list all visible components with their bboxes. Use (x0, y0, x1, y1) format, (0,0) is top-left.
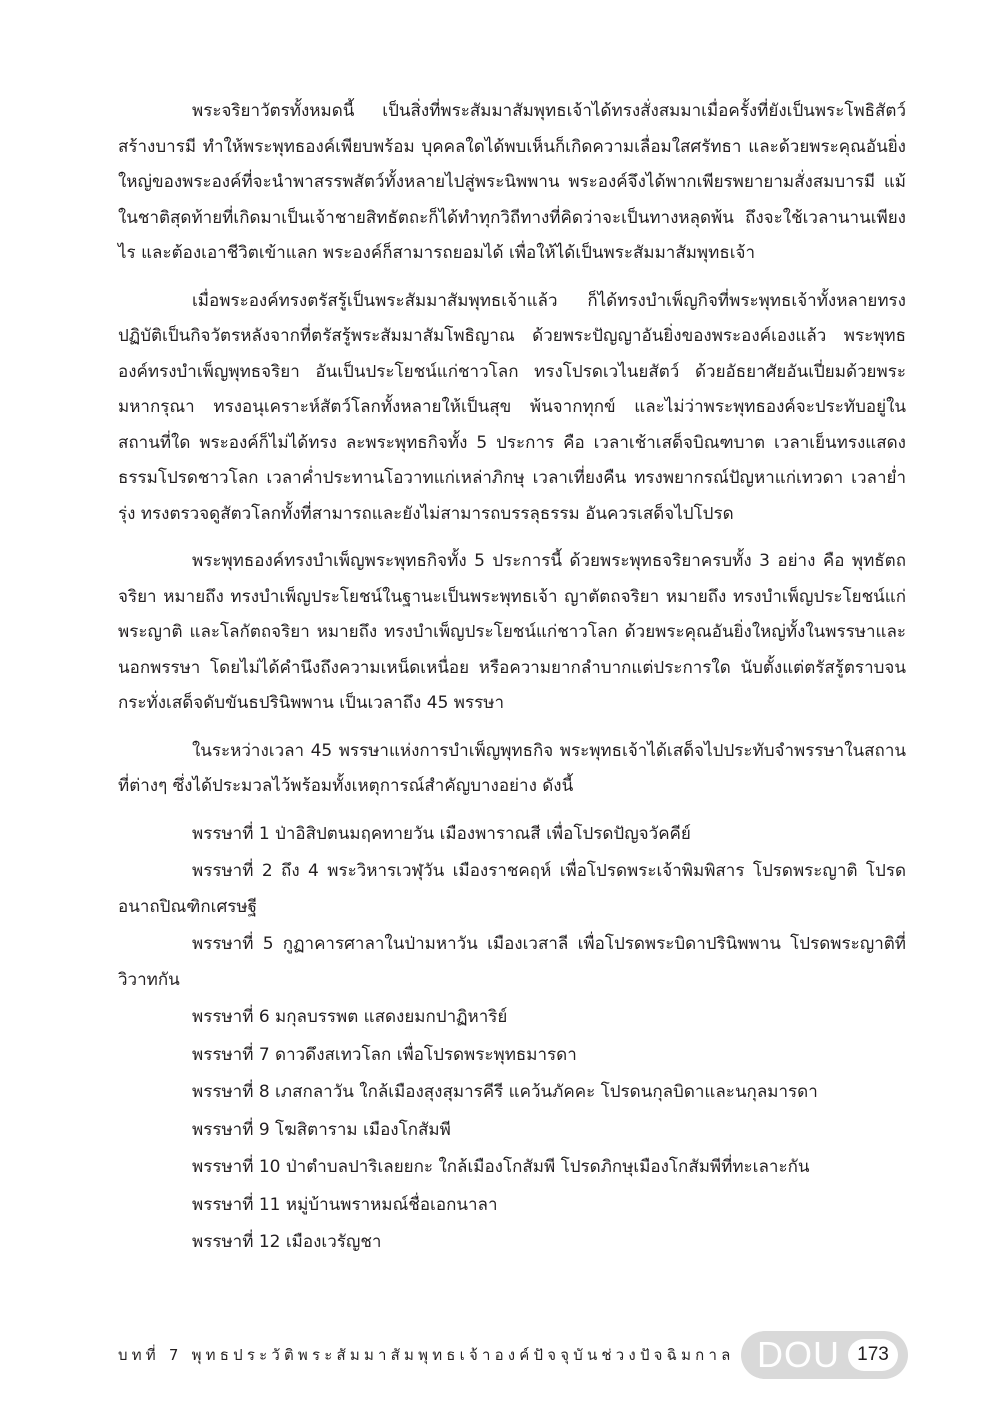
dou-logo: DOU (757, 1334, 840, 1375)
list-item: พรรษาที่ 9 โฆสิตาราม เมืองโกสัมพี (192, 1119, 451, 1140)
list-item: พรรษาที่ 10 ป่าตำบลปาริเลยยกะ ใกล้เมืองโกสัมพี โปรดภิกษุเมืองโกสัมพีที่ทะเลาะกัน (192, 1157, 810, 1177)
body-text (118, 94, 906, 1263)
list-item: พรรษาที่ 5 กูฏาคารศาลาในป่ามหาวัน เมืองเวสาลี เพื่อโปรดพระบิดาปรินิพพาน โปรดพระญาติที่วิวาทกัน (118, 934, 906, 990)
publisher-badge (741, 1331, 908, 1379)
list-item: พรรษาที่ 1 ป่าอิสิปตนมฤคทายวัน เมืองพาราณสี เพื่อโปรดปัญจวัคคีย์ (192, 823, 691, 844)
page-number: 173 (848, 1339, 898, 1371)
paragraph-3: พระพุทธองค์ทรงบำเพ็ญพระพุทธกิจทั้ง 5 ประการนี้ ด้วยพระพุทธจริยาครบทั้ง 3 อย่าง คือ พุทธัตถจริยา หมายถึง ทรงบำเพ็ญประโยชน์ในฐานะเป็นพระพุทธเจ้า ญาตัตถจริยา หมายถึง ทรงบำเพ็ญประโยชน์แก่พระญาติ และโลกัตถจริยา หมายถึง ทรงบำเพ็ญประโยชน์แก่ชาวโลก ด้วยพระคุณอันยิ่งใหญ่ทั้งในพรรษาและนอกพรรษา โดยไม่ได้คำนึงถึงความเหน็ดเหนื่อย หรือความยากลำบากแต่ประการใด นับตั้งแต่ตรัสรู้ตราบจนกระทั่งเสด็จดับขันธปรินิพพาน เป็นเวลาถึง 45 พรรษา (118, 551, 907, 713)
page-footer (118, 1331, 908, 1379)
chapter-title: บทที่ 7 พุทธประวัติพระสัมมาสัมพุทธเจ้าองค์ปัจจุบันช่วงปัจฉิมกาล (118, 1346, 735, 1364)
paragraph-1: พระจริยาวัตรทั้งหมดนี้ เป็นสิ่งที่พระสัมมาสัมพุทธเจ้าได้ทรงสั่งสมมาเมื่อครั้งที่ยังเป็นพระโพธิสัตว์สร้างบารมี ทำให้พระพุทธองค์เพียบพร้อม บุคคลใดได้พบเห็นก็เกิดความเลื่อมใสศรัทธา และด้วยพระคุณอันยิ่งใหญ่ของพระองค์ที่จะนำพาสรรพสัตว์ทั้งหลายไปสู่พระนิพพาน พระองค์จึงได้พากเพียรพยายามสั่งสมบารมี แม้ในชาติสุดท้ายที่เกิดมาเป็นเจ้าชายสิทธัตถะก็ได้ทำทุกวิถีทางที่คิดว่าจะเป็นทางหลุดพ้น ถึงจะใช้เวลานานเพียงไร และต้องเอาชีวิตเข้าแลก พระองค์ก็สามารถยอมได้ เพื่อให้ได้เป็นพระสัมมาสัมพุทธเจ้า (118, 101, 906, 263)
list-item: พรรษาที่ 11 หมู่บ้านพราหมณ์ชื่อเอกนาลา (192, 1194, 498, 1215)
list-item: พรรษาที่ 6 มกุลบรรพต แสดงยมกปาฏิหาริย์ (192, 1007, 508, 1027)
rains-retreat-list (118, 817, 906, 1261)
list-item: พรรษาที่ 12 เมืองเวรัญชา (192, 1232, 382, 1252)
list-item: พรรษาที่ 2 ถึง 4 พระวิหารเวฬุวัน เมืองราชคฤห์ เพื่อโปรดพระเจ้าพิมพิสาร โปรดพระญาติ โปรดอนาถปิณฑิกเศรษฐี (118, 861, 906, 917)
paragraph-4: ในระหว่างเวลา 45 พรรษาแห่งการบำเพ็ญพุทธกิจ พระพุทธเจ้าได้เสด็จไปประทับจำพรรษาในสถานที่ต่างๆ ซึ่งได้ประมวลไว้พร้อมทั้งเหตุการณ์สำคัญบางอย่าง ดังนี้ (118, 740, 906, 796)
paragraph-2: เมื่อพระองค์ทรงตรัสรู้เป็นพระสัมมาสัมพุทธเจ้าแล้ว ก็ได้ทรงบำเพ็ญกิจที่พระพุทธเจ้าทั้งหลายทรงปฏิบัติเป็นกิจวัตรหลังจากที่ตรัสรู้พระสัมมาสัมโพธิญาณ ด้วยพระปัญญาอันยิ่งของพระองค์เองแล้ว พระพุทธองค์ทรงบำเพ็ญพุทธจริยา อันเป็นประโยชน์แก่ชาวโลก ทรงโปรดเวไนยสัตว์ ด้วยอัธยาศัยอันเปี่ยมด้วยพระมหากรุณา ทรงอนุเคราะห์สัตว์โลกทั้งหลายให้เป็นสุข พ้นจากทุกข์ และไม่ว่าพระพุทธองค์จะประทับอยู่ในสถานที่ใด พระองค์ก็ไม่ได้ทรง ละพระพุทธกิจทั้ง 5 ประการ คือ เวลาเช้าเสด็จบิณฑบาต เวลาเย็นทรงแสดงธรรมโปรดชาวโลก เวลาค่ำประทานโอวาทแก่เหล่าภิกษุ เวลาเที่ยงคืน ทรงพยากรณ์ปัญหาแก่เทวดา เวลาย่ำรุ่ง ทรงตรวจดูสัตวโลกทั้งที่สามารถและยังไม่สามารถบรรลุธรรม อันควรเสด็จไปโปรด (118, 290, 906, 524)
list-item: พรรษาที่ 8 เภสกลาวัน ใกล้เมืองสุงสุมารคีรี แคว้นภัคคะ โปรดนกุลบิดาและนกุลมารดา (192, 1082, 818, 1102)
list-item: พรรษาที่ 7 ดาวดึงสเทวโลก เพื่อโปรดพระพุทธมารดา (192, 1044, 577, 1065)
